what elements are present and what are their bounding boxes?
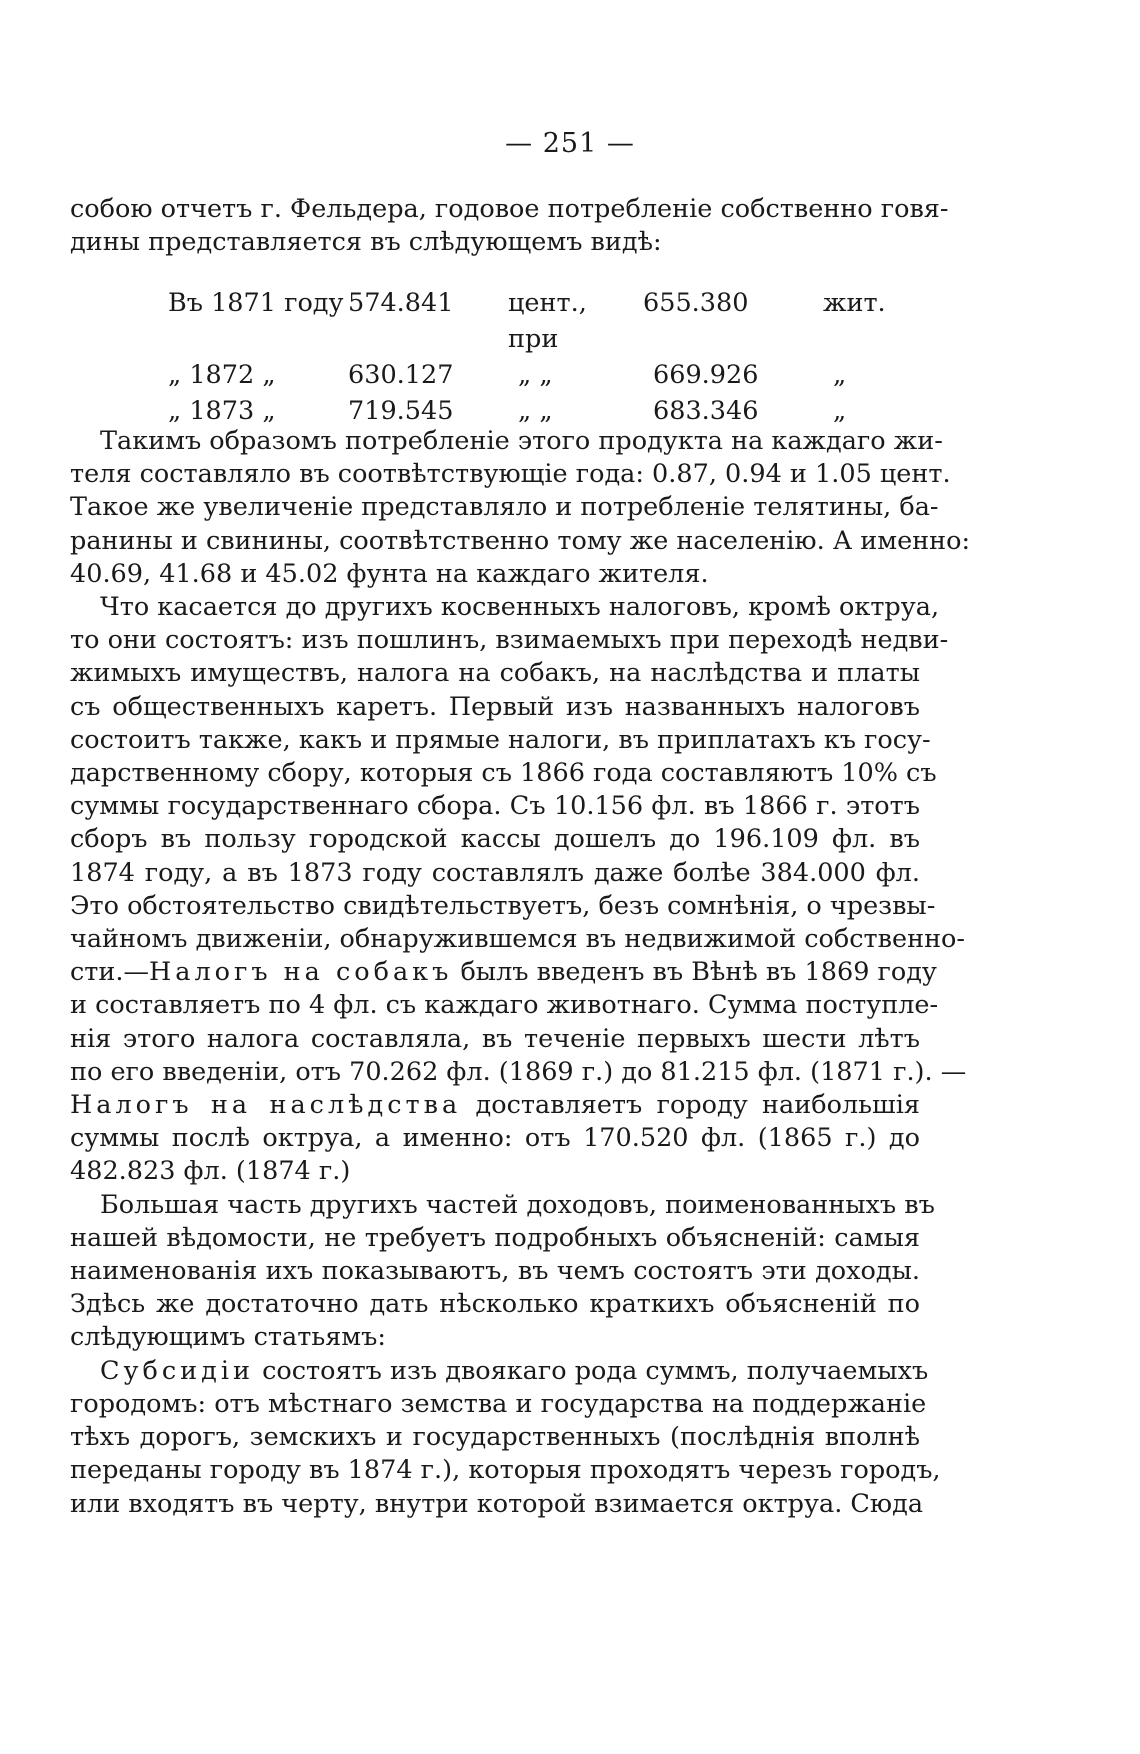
line-rest: былъ введенъ въ Вѣнѣ въ 1869 году <box>460 957 937 988</box>
year-cell: „ 1872 „ <box>168 360 276 390</box>
text-line: и составляетъ по 4 фл. съ каждаго животнаго. Сумма поступле- <box>70 990 939 1021</box>
pop-unit-cell: „ <box>833 396 847 426</box>
main-text <box>70 425 971 1521</box>
text-line: 1874 году, а въ 1873 году составлялъ даже болѣе 384.000 фл. <box>70 857 920 888</box>
text-line: 40.69, 41.68 и 45.02 фунта на каждаго жителя. <box>70 558 709 589</box>
table-row <box>168 393 893 429</box>
beef-consumption-table <box>168 285 893 429</box>
text-line: то они состоятъ: изъ пошлинъ, взимаемыхъ при переходѣ недви- <box>70 625 949 656</box>
line-rest: доставляетъ городу наибольшія <box>475 1090 920 1121</box>
text-line: 482.823 фл. (1874 г.) <box>70 1156 351 1187</box>
text-line: суммы послѣ октруа, а именно: отъ 170.520 фл. (1865 г.) до <box>70 1123 920 1154</box>
unit-cell: „ „ <box>518 396 553 426</box>
page-number: — 251 — <box>505 128 635 159</box>
amount-cell: 574.841 <box>348 288 454 318</box>
text-line: дарственному сбору, которыя съ 1866 года составляютъ 10% съ <box>70 758 937 789</box>
text-line: нашей вѣдомости, не требуетъ подробныхъ объясненій: самыя <box>70 1222 920 1253</box>
spaced-term: Субсидіи <box>100 1355 254 1386</box>
population-cell: 669.926 <box>653 360 759 390</box>
pop-unit-cell: „ <box>833 360 847 390</box>
text-line: чайномъ движеніи, обнаружившемся въ недвижимой собственно- <box>70 924 966 955</box>
amount-cell: 719.545 <box>348 396 454 426</box>
population-cell: 655.380 <box>643 288 749 318</box>
text-line: сти.—Налогъ на собакъ былъ введенъ въ Вѣнѣ въ 1869 году <box>70 957 937 988</box>
pop-unit-cell: жит. <box>823 288 886 318</box>
text-line: слѣдующимъ статьямъ: <box>70 1322 386 1353</box>
year-cell: „ 1873 „ <box>168 396 276 426</box>
text-line: съ общественныхъ каретъ. Первый изъ названныхъ налоговъ <box>70 691 920 722</box>
text-line: переданы городу въ 1874 г.), которыя проходятъ черезъ городъ, <box>70 1455 941 1486</box>
text-line: наименованія ихъ показываютъ, въ чемъ состоятъ эти доходы. <box>70 1256 920 1287</box>
text-line: городомъ: отъ мѣстнаго земства и государства на поддержаніе <box>70 1388 927 1419</box>
text-line: или входятъ въ черту, внутри которой взимается октруа. Сюда <box>70 1488 924 1519</box>
unit-cell: „ „ <box>518 360 553 390</box>
table-row <box>168 285 893 357</box>
text-line: Большая часть другихъ частей доходовъ, поименованныхъ въ <box>100 1189 935 1220</box>
line-start: сти. <box>70 957 124 988</box>
amount-cell: 630.127 <box>348 360 454 390</box>
year-cell: Въ 1871 году <box>168 288 344 318</box>
text-line: суммы государственнаго сбора. Съ 10.156 фл. въ 1866 г. этотъ <box>70 791 920 822</box>
text-line: Что касается до другихъ косвенныхъ налоговъ, кромѣ октруа, <box>100 592 940 623</box>
population-cell: 683.346 <box>653 396 759 426</box>
text-line: собою отчетъ г. Фельдера, годовое потребленіе собственно говя- <box>70 194 949 224</box>
line-rest: состоятъ изъ двоякаго рода суммъ, получаемыхъ <box>262 1355 929 1386</box>
text-line: Это обстоятельство свидѣтельствуетъ, безъ сомнѣнія, о чрезвы- <box>70 890 936 921</box>
text-line: Такимъ образомъ потребленіе этого продукта на каждаго жи- <box>100 426 943 456</box>
text-line <box>70 1355 929 1388</box>
text-line: нія этого налога составляла, въ теченіе первыхъ шести лѣтъ <box>70 1023 920 1054</box>
text-line: жимыхъ имуществъ, налога на собакъ, на наслѣдства и платы <box>70 658 920 689</box>
text-line <box>70 1089 920 1122</box>
spaced-term: Налогъ на наслѣдства <box>70 1090 462 1121</box>
text-line: тѣхъ дорогъ, земскихъ и государственныхъ (послѣднія вполнѣ <box>70 1422 920 1453</box>
text-line: по его введеніи, отъ 70.262 фл. (1869 г.) до 81.215 фл. (1871 г.). — <box>70 1056 967 1087</box>
text-line: дины представляется въ слѣдующемъ видѣ: <box>70 227 662 258</box>
table-row <box>168 357 893 393</box>
unit-cell: цент., при <box>508 288 587 354</box>
text-line: ранины и свинины, соотвѣтственно тому же населенію. А именно: <box>70 525 971 556</box>
text-line: Такое же увеличеніе представляло и потребленіе телятины, ба- <box>70 492 939 523</box>
spaced-term: Налогъ на собакъ <box>149 957 453 988</box>
intro-paragraph <box>70 193 949 259</box>
text-line: Здѣсь же достаточно дать нѣсколько краткихъ объясненій по <box>70 1289 920 1320</box>
text-line: сборъ въ пользу городской кассы дошелъ до 196.109 фл. въ <box>70 824 920 855</box>
text-line: состоитъ также, какъ и прямые налоги, въ приплатахъ къ госу- <box>70 724 931 755</box>
text-line: теля составляло въ соотвѣтствующіе года: 0.87, 0.94 и 1.05 цент. <box>70 459 951 490</box>
